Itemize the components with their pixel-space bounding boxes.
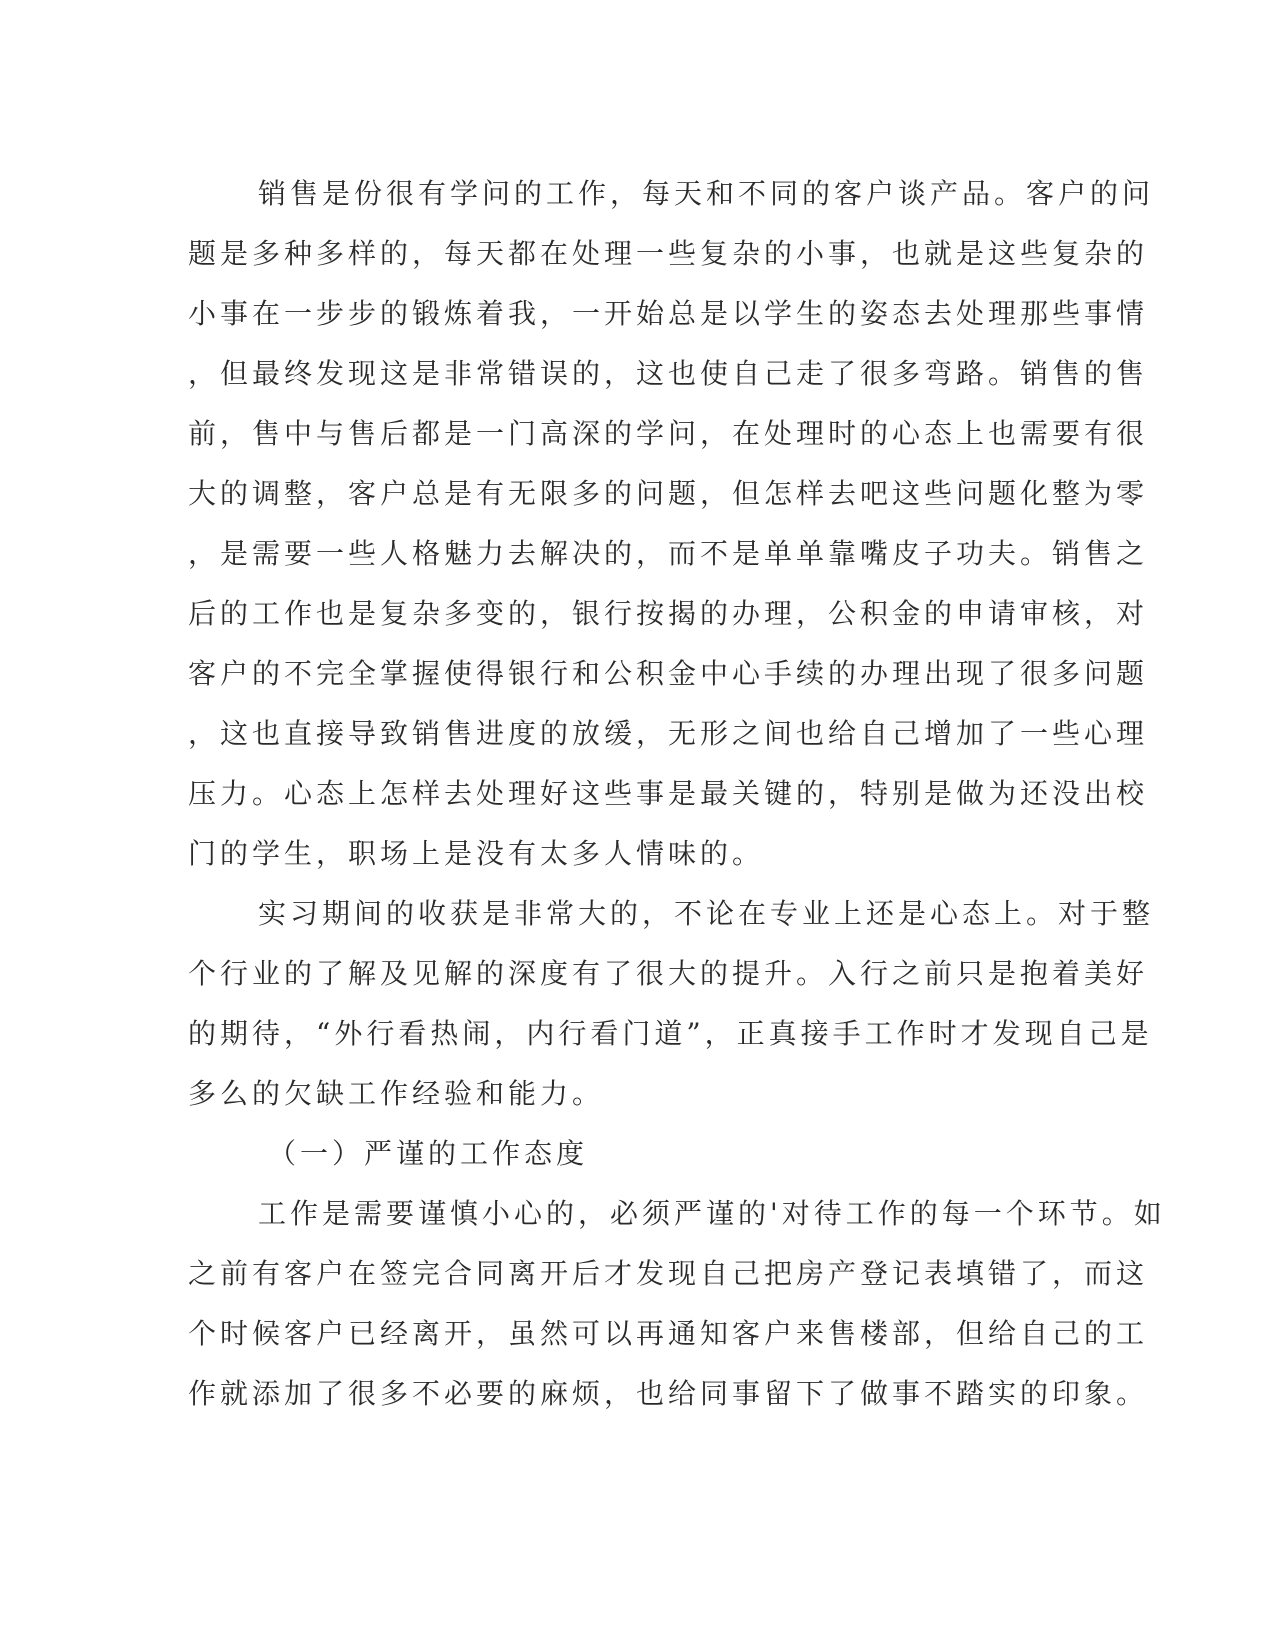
- document-body: [188, 164, 1166, 1424]
- paragraph-sales-work: [188, 164, 1155, 884]
- paragraph-line: 小事在一步步的锻炼着我，一开始总是以学生的姿态去处理那些事情: [188, 297, 1149, 330]
- paragraph-line: 客户的不完全掌握使得银行和公积金中心手续的办理出现了很多问题: [188, 657, 1149, 690]
- paragraph-line: ，但最终发现这是非常错误的，这也使自己走了很多弯路。销售的售: [188, 357, 1149, 390]
- paragraph-line: 前，售中与售后都是一门高深的学问，在处理时的心态上也需要有很: [188, 417, 1149, 450]
- paragraph-line: 个时候客户已经离开，虽然可以再通知客户来售楼部，但给自己的工: [188, 1317, 1149, 1350]
- paragraph-line: 题是多种多样的，每天都在处理一些复杂的小事，也就是这些复杂的: [188, 237, 1149, 270]
- paragraph-line: ，这也直接导致销售进度的放缓，无形之间也给自己增加了一些心理: [188, 717, 1149, 750]
- paragraph-line: 作就添加了很多不必要的麻烦，也给同事留下了做事不踏实的印象。: [188, 1377, 1149, 1410]
- paragraph-line: 个行业的了解及见解的深度有了很大的提升。入行之前只是抱着美好: [188, 957, 1149, 990]
- paragraph-line: ，是需要一些人格魅力去解决的，而不是单单靠嘴皮子功夫。销售之: [188, 537, 1149, 570]
- paragraph-line: 大的调整，客户总是有无限多的问题，但怎样去吧这些问题化整为零: [188, 477, 1149, 510]
- paragraph-line: 压力。心态上怎样去处理好这些事是最关键的，特别是做为还没出校: [188, 777, 1149, 810]
- paragraph-line: 销售是份很有学问的工作，每天和不同的客户谈产品。客户的问: [258, 177, 1155, 210]
- paragraph-line: 实习期间的收获是非常大的，不论在专业上还是心态上。对于整: [258, 897, 1155, 930]
- paragraph-line: 之前有客户在签完合同离开后才发现自己把房产登记表填错了，而这: [188, 1257, 1149, 1290]
- paragraph-line: 门的学生，职场上是没有太多人情味的。: [188, 837, 765, 870]
- paragraph-internship-gains: [188, 884, 1155, 1124]
- paragraph-line: 后的工作也是复杂多变的，银行按揭的办理，公积金的申请审核，对: [188, 597, 1149, 630]
- section-heading: （一）严谨的工作态度: [268, 1137, 589, 1170]
- paragraph-line: 工作是需要谨慎小心的，必须严谨的'对待工作的每一个环节。如: [258, 1197, 1166, 1230]
- paragraph-work-attitude: [188, 1184, 1166, 1424]
- paragraph-line: 的期待，“外行看热闹，内行看门道”，正真接手工作时才发现自己是: [188, 1017, 1153, 1050]
- paragraph-line: 多么的欠缺工作经验和能力。: [188, 1077, 605, 1110]
